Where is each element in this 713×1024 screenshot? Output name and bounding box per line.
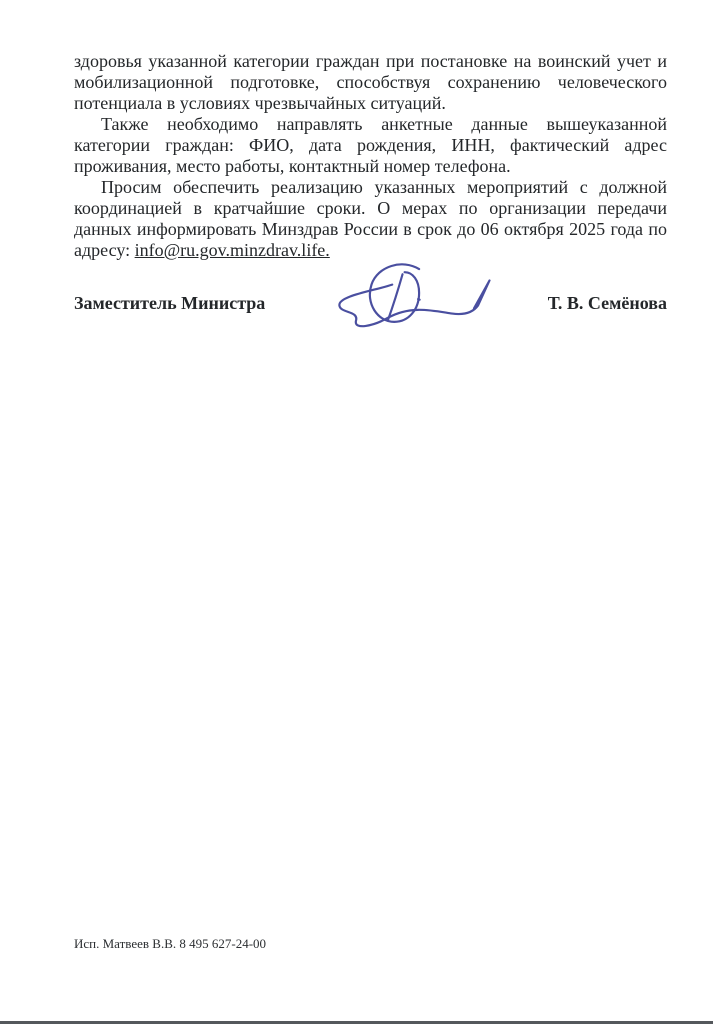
email-link[interactable]: info@ru.gov.minzdrav.life. [134,240,330,260]
paragraph-request [74,177,667,261]
signature-ink [339,264,489,326]
paragraph-health-continuation: здоровья указанной категории граждан при постановке на воинский учет и мобилизационной подготовке, способствуя сохранению человеческого потенциала в условиях чрезвычайных ситуаций. [74,51,667,113]
paragraph-request-text: Просим обеспечить реализацию указанных мероприятий с должной координацией в кратчайшие сроки. О мерах по организации передачи данных информировать Минздрав России в срок до 06 октября 2025 года по адресу: [74,177,667,260]
paragraph-personal-data-text: Также необходимо направлять анкетные данные вышеуказанной категории граждан: ФИО, дата рождения, ИНН, фактический адрес проживания, место работы, контактный номер телефона. [74,114,667,176]
signatory-name: Т. В. Семёнова [547,293,667,313]
executor-note: Исп. Матвеев В.В. 8 495 627-24-00 [74,936,267,951]
letter-body [74,51,667,261]
handwritten-signature-icon [328,258,504,334]
signatory-title: Заместитель Министра [74,293,266,313]
paragraph-personal-data [74,114,667,177]
